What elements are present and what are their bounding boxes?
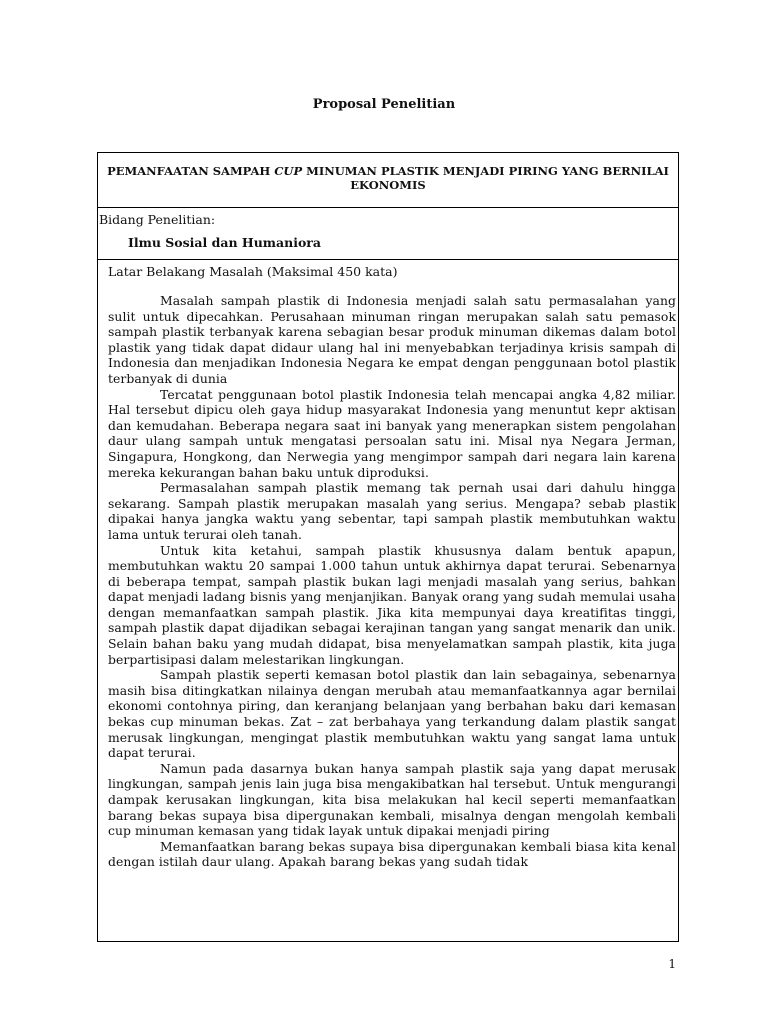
document-heading: Proposal Penelitian xyxy=(312,97,456,112)
background-paragraph: Tercatat penggunaan botol plastik Indonesia telah mencapai angka 4,82 miliar. Hal tersebut dipicu oleh gaya hidup masyarakat Indonesia yang menuntut kepr aktisan dan kemudahan. Beberapa negara saat ini banyak yang menerapkan sistem pengolahan daur ulang sampah untuk mengatasi persoalan satu ini. Misal nya Negara Jerman, Singapura, Hongkong, dan Nerwegia yang mengimpor sampah dari negara lain karena mereka kekurangan bahan baku untuk diproduksi. xyxy=(108,386,676,480)
background-paragraph: Permasalahan sampah plastik memang tak pernah usai dari dahulu hingga sekarang. Sampah plastik merupakan masalah yang serius. Mengapa? sebab plastik dipakai hanya jangka waktu yang sebentar, tapi sampah plastik membutuhkan waktu lama untuk terurai oleh tanah. xyxy=(108,480,676,542)
research-title-cell xyxy=(98,153,678,208)
background-paragraph: Untuk kita ketahui, sampah plastik khususnya dalam bentuk apapun, membutuhkan waktu 20 sampai 1.000 tahun untuk akhirnya dapat terurai. Sebenarnya di beberapa tempat, sampah plastik bukan lagi menjadi masalah yang serius, bahkan dapat menjadi ladang bisnis yang menjanjikan. Banyak orang yang sudah memulai usaha dengan memanfaatkan sampah plastik. Jika kita mempunyai daya kreatifitas tinggi, sampah plastik dapat dijadikan sebagai kerajinan tangan yang sangat menarik dan unik. Selain bahan baku yang mudah didapat, bisa menyelamatkan sampah plastik, kita juga berpartisipasi dalam melestarikan lingkungan. xyxy=(108,542,676,667)
research-title-part2: MINUMAN PLASTIK MENJADI PIRING YANG BERNILAI EKONOMIS xyxy=(302,164,669,192)
research-field-value: Ilmu Sosial dan Humaniora xyxy=(128,235,321,250)
background-cell xyxy=(98,260,678,870)
proposal-table xyxy=(97,152,679,942)
background-paragraph: Masalah sampah plastik di Indonesia menjadi salah satu permasalahan yang sulit untuk dipecahkan. Perusahaan minuman ringan merupakan salah satu pemasok sampah plastik terbanyak karena sebagian besar produk minuman dikemas dalam botol plastik yang tidak dapat didaur ulang hal ini menyebabkan terjadinya krisis sampah di Indonesia dan menjadikan Indonesia Negara ke empat dengan penggunaan botol plastik terbanyak di dunia xyxy=(108,293,676,386)
background-paragraph: Memanfaatkan barang bekas supaya bisa dipergunakan kembali biasa kita kenal dengan istilah daur ulang. Apakah barang bekas yang sudah tidak xyxy=(108,838,676,870)
background-heading: Latar Belakang Masalah (Maksimal 450 kata) xyxy=(108,264,398,279)
page-number: 1 xyxy=(668,957,676,971)
research-title-cup: CUP xyxy=(274,164,303,178)
background-paragraph: Namun pada dasarnya bukan hanya sampah plastik saja yang dapat merusak lingkungan, sampah jenis lain juga bisa mengakibatkan hal tersebut. Untuk mengurangi dampak kerusakan lingkungan, kita bisa melakukan hal kecil seperti memanfaatkan barang bekas supaya bisa dipergunakan kembali, misalnya dengan mengolah kembali cup minuman kemasan yang tidak layak untuk dipakai menjadi piring xyxy=(108,760,676,839)
research-field-label: Bidang Penelitian: xyxy=(99,212,216,227)
research-field-cell xyxy=(98,208,678,260)
background-paragraph: Sampah plastik seperti kemasan botol plastik dan lain sebagainya, sebenarnya masih bisa ditingkatkan nilainya dengan merubah atau memanfaatkannya agar bernilai ekonomi contohnya piring, dan keranjang belanjaan yang berbahan baku dari kemasan bekas cup minuman bekas. Zat – zat berbahaya yang terkandung dalam plastik sangat merusak lingkungan, mengingat plastik membutuhkan waktu yang sangat lama untuk dapat terurai. xyxy=(108,667,676,761)
research-title-part1: PEMANFAATAN SAMPAH xyxy=(107,164,275,178)
